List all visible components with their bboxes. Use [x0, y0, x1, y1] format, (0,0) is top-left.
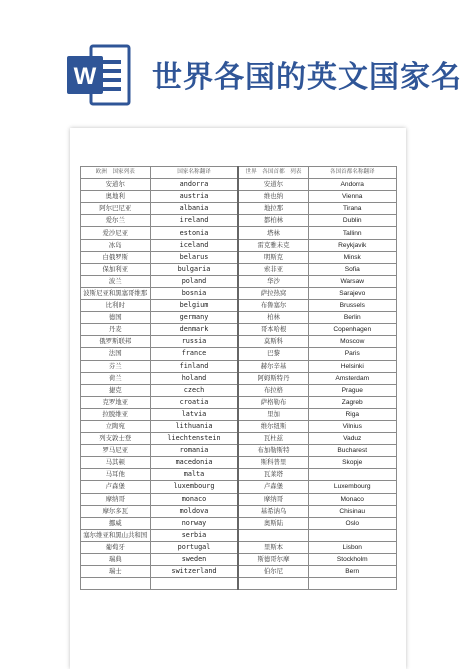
table-row	[81, 372, 397, 384]
country-en-cell: russia	[150, 336, 238, 348]
capital-en-cell: Paris	[308, 348, 397, 360]
country-cn-cell: 马其顿	[81, 457, 151, 469]
table-row	[81, 445, 397, 457]
table-row	[81, 517, 397, 529]
capital-cn-cell: 华沙	[238, 275, 308, 287]
capital-en-cell: Vilnius	[308, 420, 397, 432]
country-en-cell: denmark	[150, 324, 238, 336]
word-icon-letter: W	[73, 63, 97, 90]
country-cn-cell: 波斯尼亚和黑塞哥维那	[81, 287, 151, 299]
table-row	[81, 215, 397, 227]
country-cn-cell: 德国	[81, 312, 151, 324]
country-cn-cell: 爱沙尼亚	[81, 227, 151, 239]
country-cn-cell: 摩尔多瓦	[81, 505, 151, 517]
capital-cn-cell: 基希讷乌	[238, 505, 308, 517]
country-en-cell: albania	[150, 203, 238, 215]
table-row	[81, 469, 397, 481]
country-cn-cell: 白俄罗斯	[81, 251, 151, 263]
country-en-cell: france	[150, 348, 238, 360]
country-cn-cell: 立陶宛	[81, 420, 151, 432]
table-row	[81, 493, 397, 505]
capital-en-cell: Luxembourg	[308, 481, 397, 493]
table-row	[81, 529, 397, 541]
table-row	[81, 336, 397, 348]
capital-en-cell: Bern	[308, 566, 397, 578]
capital-en-cell: Dublin	[308, 215, 397, 227]
country-en-cell: sweden	[150, 554, 238, 566]
capital-en-cell: Moscow	[308, 336, 397, 348]
country-en-cell: belgium	[150, 300, 238, 312]
country-en-cell: bulgaria	[150, 263, 238, 275]
table-row	[81, 203, 397, 215]
country-cn-cell: 阿尔巴尼亚	[81, 203, 151, 215]
capital-en-cell: Vienna	[308, 191, 397, 203]
capital-en-cell: Helsinki	[308, 360, 397, 372]
table-row	[81, 554, 397, 566]
country-cn-cell: 列支敦士登	[81, 433, 151, 445]
capital-cn-cell: 地拉那	[238, 203, 308, 215]
country-cn-cell: 俄罗斯联邦	[81, 336, 151, 348]
country-en-cell: andorra	[150, 179, 238, 191]
country-cn-cell: 芬兰	[81, 360, 151, 372]
country-table	[80, 166, 397, 590]
country-cn-cell: 拉脱维亚	[81, 408, 151, 420]
capital-cn-cell: 摩纳哥	[238, 493, 308, 505]
table-row	[81, 312, 397, 324]
header-cell: 各国首都名称翻译	[308, 167, 397, 179]
country-en-cell: austria	[150, 191, 238, 203]
country-en-cell: croatia	[150, 396, 238, 408]
capital-en-cell: Andorra	[308, 179, 397, 191]
capital-en-cell: Copenhagen	[308, 324, 397, 336]
capital-cn-cell: 维尔纽斯	[238, 420, 308, 432]
table-row	[81, 481, 397, 493]
capital-cn-cell	[238, 529, 308, 541]
capital-en-cell: Amsterdam	[308, 372, 397, 384]
country-en-cell: bosnia	[150, 287, 238, 299]
capital-en-cell: Lisbon	[308, 541, 397, 553]
capital-cn-cell: 赫尔辛基	[238, 360, 308, 372]
document-page	[70, 128, 406, 669]
capital-cn-cell: 里斯本	[238, 541, 308, 553]
capital-en-cell: Oslo	[308, 517, 397, 529]
country-cn-cell: 罗马尼亚	[81, 445, 151, 457]
country-cn-cell: 马耳他	[81, 469, 151, 481]
capital-cn-cell: 萨格勒布	[238, 396, 308, 408]
country-cn-cell: 爱尔兰	[81, 215, 151, 227]
country-en-cell: liechtenstein	[150, 433, 238, 445]
table-row	[81, 275, 397, 287]
country-cn-cell: 瑞典	[81, 554, 151, 566]
capital-cn-cell: 阿姆斯特丹	[238, 372, 308, 384]
capital-en-cell: Monaco	[308, 493, 397, 505]
country-cn-cell: 比利时	[81, 300, 151, 312]
table-row	[81, 384, 397, 396]
country-cn-cell: 瑞士	[81, 566, 151, 578]
capital-cn-cell: 奥斯陆	[238, 517, 308, 529]
capital-cn-cell: 维也纳	[238, 191, 308, 203]
country-cn-cell: 法国	[81, 348, 151, 360]
country-cn-cell: 丹麦	[81, 324, 151, 336]
capital-en-cell: Brussels	[308, 300, 397, 312]
table-row	[81, 566, 397, 578]
capital-en-cell: Riga	[308, 408, 397, 420]
country-en-cell: finland	[150, 360, 238, 372]
table-row	[81, 457, 397, 469]
capital-en-cell: Chisinau	[308, 505, 397, 517]
table-row	[81, 324, 397, 336]
capital-cn-cell: 卢森堡	[238, 481, 308, 493]
capital-en-cell: Zagreb	[308, 396, 397, 408]
country-cn-cell: 波兰	[81, 275, 151, 287]
capital-cn-cell: 里加	[238, 408, 308, 420]
capital-cn-cell: 塔林	[238, 227, 308, 239]
table-row	[81, 263, 397, 275]
capital-en-cell: Skopje	[308, 457, 397, 469]
capital-en-cell: Tallinn	[308, 227, 397, 239]
country-en-cell	[150, 578, 238, 590]
capital-cn-cell: 索非亚	[238, 263, 308, 275]
capital-cn-cell: 安道尔	[238, 179, 308, 191]
capital-en-cell: Minsk	[308, 251, 397, 263]
table-row	[81, 191, 397, 203]
country-cn-cell: 葡萄牙	[81, 541, 151, 553]
header-cell: 国家名称翻译	[150, 167, 238, 179]
capital-cn-cell: 瓦莱塔	[238, 469, 308, 481]
country-en-cell: poland	[150, 275, 238, 287]
capital-en-cell: Stockholm	[308, 554, 397, 566]
capital-en-cell: Vaduz	[308, 433, 397, 445]
table-row	[81, 541, 397, 553]
country-en-cell: belarus	[150, 251, 238, 263]
country-cn-cell	[81, 578, 151, 590]
country-cn-cell: 冰岛	[81, 239, 151, 251]
table-row	[81, 227, 397, 239]
table-row	[81, 505, 397, 517]
capital-cn-cell	[238, 578, 308, 590]
header-cell: 世界 各国首都 列表	[238, 167, 308, 179]
country-en-cell: monaco	[150, 493, 238, 505]
country-en-cell: holand	[150, 372, 238, 384]
capital-cn-cell: 斯德哥尔摩	[238, 554, 308, 566]
capital-cn-cell: 布拉格	[238, 384, 308, 396]
capital-en-cell: Berlin	[308, 312, 397, 324]
country-cn-cell: 安道尔	[81, 179, 151, 191]
country-en-cell: serbia	[150, 529, 238, 541]
table-row	[81, 287, 397, 299]
capital-en-cell	[308, 529, 397, 541]
capital-cn-cell: 布鲁塞尔	[238, 300, 308, 312]
capital-cn-cell: 巴黎	[238, 348, 308, 360]
table-row	[81, 251, 397, 263]
table-row	[81, 300, 397, 312]
capital-en-cell	[308, 578, 397, 590]
country-en-cell: romania	[150, 445, 238, 457]
table-row	[81, 239, 397, 251]
country-cn-cell: 摩纳哥	[81, 493, 151, 505]
table-row	[81, 348, 397, 360]
header-cell: 欧洲 国家列表	[81, 167, 151, 179]
table-row	[81, 179, 397, 191]
page-title: 世界各国的英文国家名	[152, 60, 462, 95]
capital-cn-cell: 哥本哈根	[238, 324, 308, 336]
capital-cn-cell: 明斯克	[238, 251, 308, 263]
country-en-cell: iceland	[150, 239, 238, 251]
table-row	[81, 396, 397, 408]
country-en-cell: malta	[150, 469, 238, 481]
table-row	[81, 578, 397, 590]
country-en-cell: germany	[150, 312, 238, 324]
country-cn-cell: 塞尔维亚和黑山共和国	[81, 529, 151, 541]
table-row	[81, 433, 397, 445]
capital-cn-cell: 布加勒斯特	[238, 445, 308, 457]
country-cn-cell: 挪威	[81, 517, 151, 529]
country-cn-cell: 卢森堡	[81, 481, 151, 493]
table-row	[81, 360, 397, 372]
table-header-row	[81, 167, 397, 179]
country-en-cell: portugal	[150, 541, 238, 553]
country-en-cell: macedonia	[150, 457, 238, 469]
capital-en-cell: Warsaw	[308, 275, 397, 287]
country-en-cell: estonia	[150, 227, 238, 239]
capital-en-cell: Sofia	[308, 263, 397, 275]
header	[0, 0, 474, 110]
capital-cn-cell: 斯科普里	[238, 457, 308, 469]
capital-cn-cell: 伯尔尼	[238, 566, 308, 578]
country-en-cell: moldova	[150, 505, 238, 517]
country-en-cell: lithuania	[150, 420, 238, 432]
country-en-cell: latvia	[150, 408, 238, 420]
capital-en-cell: Tirana	[308, 203, 397, 215]
capital-en-cell: Bucharest	[308, 445, 397, 457]
capital-en-cell: Sarajevo	[308, 287, 397, 299]
word-icon	[65, 42, 131, 108]
country-cn-cell: 捷克	[81, 384, 151, 396]
country-en-cell: luxembourg	[150, 481, 238, 493]
capital-cn-cell: 柏林	[238, 312, 308, 324]
country-en-cell: czech	[150, 384, 238, 396]
country-en-cell: norway	[150, 517, 238, 529]
capital-en-cell: Reykjavik	[308, 239, 397, 251]
capital-cn-cell: 雷克雅未克	[238, 239, 308, 251]
country-cn-cell: 奥地利	[81, 191, 151, 203]
capital-cn-cell: 都柏林	[238, 215, 308, 227]
capital-en-cell: Prague	[308, 384, 397, 396]
capital-en-cell	[308, 469, 397, 481]
country-cn-cell: 克罗地亚	[81, 396, 151, 408]
table-row	[81, 420, 397, 432]
capital-cn-cell: 萨拉热窝	[238, 287, 308, 299]
country-en-cell: switzerland	[150, 566, 238, 578]
capital-cn-cell: 瓦杜兹	[238, 433, 308, 445]
table-row	[81, 408, 397, 420]
country-cn-cell: 荷兰	[81, 372, 151, 384]
country-en-cell: ireland	[150, 215, 238, 227]
capital-cn-cell: 莫斯科	[238, 336, 308, 348]
country-cn-cell: 保加利亚	[81, 263, 151, 275]
